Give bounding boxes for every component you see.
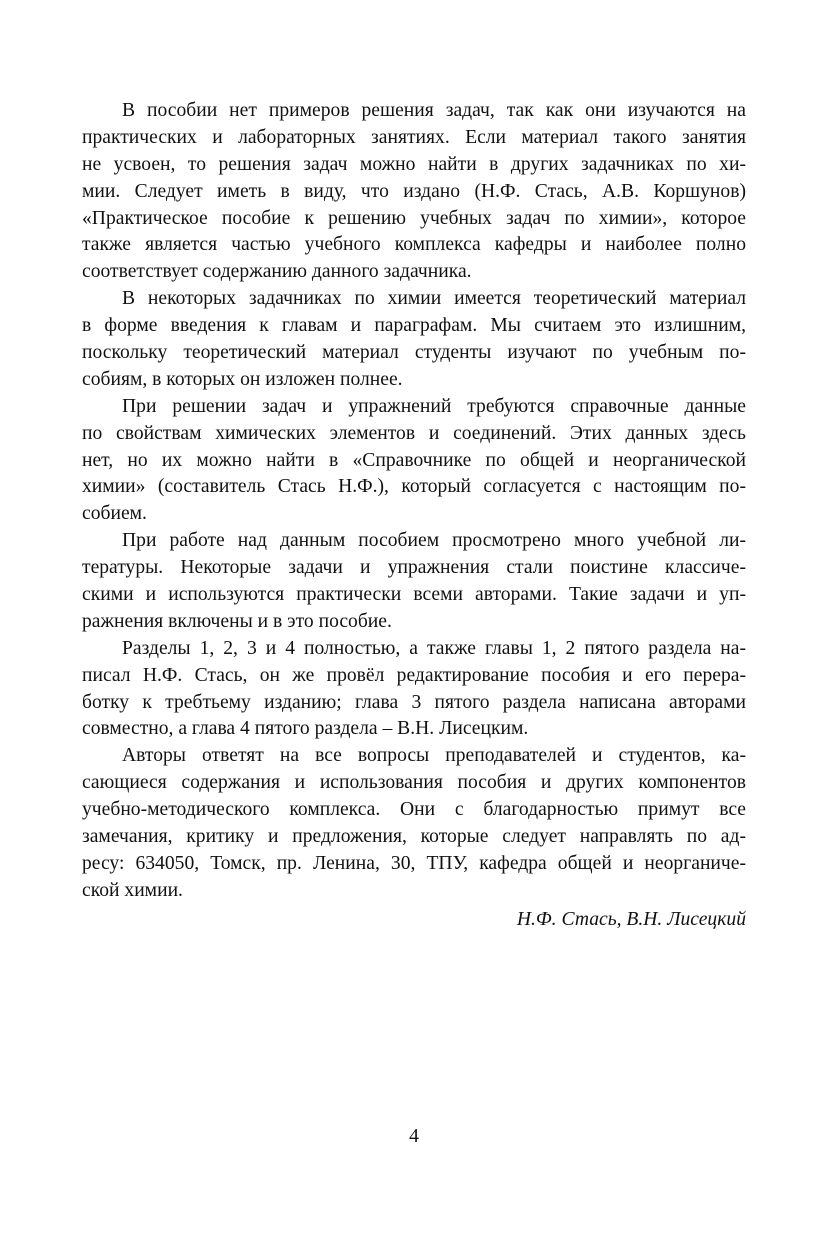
text-line: скими и используются практически всеми авторами. Такие задачи и уп- (82, 584, 746, 606)
text-line: При работе над данным пособием просмотрено много учебной ли- (122, 530, 746, 552)
text-line: нет, но их можно найти в «Справочнике по общей и неорганической (82, 449, 746, 471)
text-line: В пособии нет примеров решения задач, так как они изучаются на (122, 100, 746, 121)
text-line: писал Н.Ф. Стась, он же провёл редактирование пособия и его перера- (82, 664, 746, 686)
paragraph (82, 528, 746, 636)
text-line: практических и лабораторных занятиях. Если материал такого занятия (82, 126, 746, 148)
document-body (82, 98, 746, 934)
text-line: ресу: 634050, Томск, пр. Ленина, 30, ТПУ, кафедра общей и неорганиче- (82, 852, 746, 874)
text-line: поскольку теоретический материал студенты изучают по учебным по- (82, 342, 746, 364)
text-line: мии. Следует иметь в виду, что издано (Н.Ф. Стась, А.В. Коршунов) (82, 180, 746, 202)
text-line: совместно, а глава 4 пятого раздела – В.Н. Лисецким. (82, 718, 529, 740)
text-line: Разделы 1, 2, 3 и 4 полностью, а также главы 1, 2 пятого раздела на- (122, 637, 746, 659)
text-line: не усвоен, то решения задач можно найти в других задачниках по хи- (82, 153, 746, 175)
text-line: тературы. Некоторые задачи и упражнения стали поистине классиче- (82, 557, 746, 579)
text-line: учебно-методического комплекса. Они с благодарностью примут все (82, 799, 746, 821)
paragraph (82, 98, 746, 286)
page-number: 4 (409, 1126, 419, 1147)
author-signature: Н.Ф. Стась, В.Н. Лисецкий (516, 908, 746, 930)
paragraph-container (82, 98, 746, 905)
text-line: При решении задач и упражнений требуются справочные данные (122, 395, 746, 417)
text-line: ской химии. (82, 879, 183, 901)
paragraph (82, 394, 746, 528)
text-line: В некоторых задачниках по химии имеется теоретический материал (122, 288, 746, 310)
text-line: ботку к требтьему изданию; глава 3 пятого раздела написана авторами (82, 691, 746, 713)
text-line: замечания, критику и предложения, которые следует направлять по ад- (82, 826, 746, 848)
text-line: «Практическое пособие к решению учебных задач по химии», которое (82, 207, 746, 229)
paragraph (82, 743, 746, 904)
text-line: ражнения включены и в это пособие. (82, 610, 392, 632)
text-line: химии» (составитель Стась Н.Ф.), который согласуется с настоящим по- (82, 476, 746, 498)
text-line: Авторы ответят на все вопросы преподавателей и студентов, ка- (122, 745, 746, 767)
text-line: также является частью учебного комплекса кафедры и наиболее полно (82, 234, 746, 256)
text-line: собиям, в которых он изложен полнее. (82, 368, 403, 390)
text-line: сающиеся содержания и использования пособия и других компонентов (82, 772, 746, 794)
text-line: собием. (82, 503, 147, 525)
text-line: в форме введения к главам и параграфам. Мы считаем это излишним, (82, 315, 746, 337)
text-line: по свойствам химических элементов и соединений. Этих данных здесь (82, 422, 746, 444)
paragraph (82, 286, 746, 394)
paragraph (82, 636, 746, 744)
text-line: соответствует содержанию данного задачника. (82, 261, 472, 283)
